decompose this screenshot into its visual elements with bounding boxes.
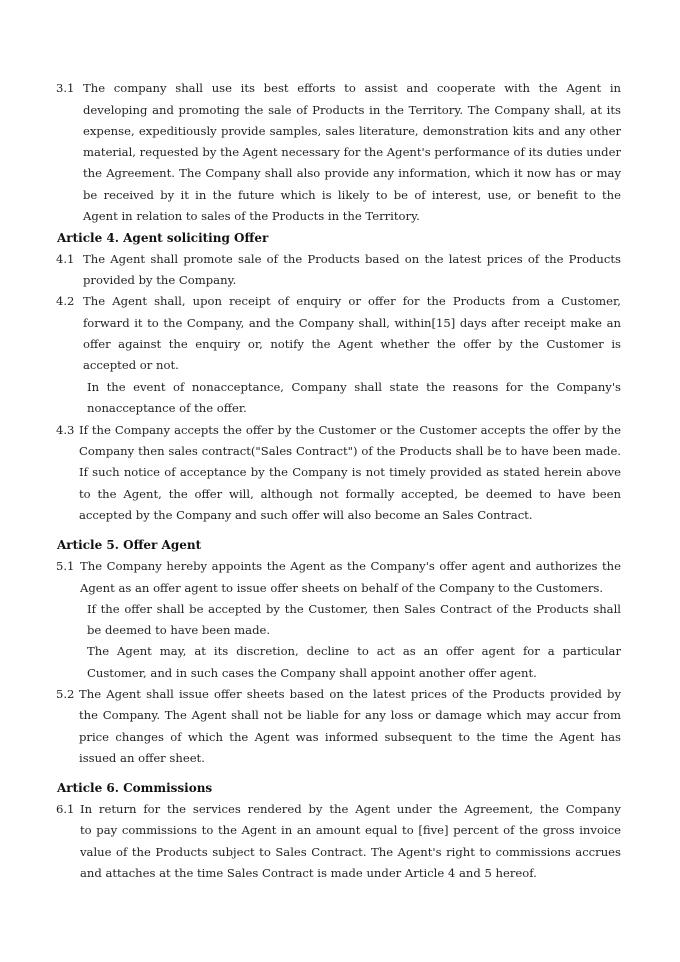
article-heading: Article 4. Agent soliciting Offer — [57, 231, 269, 245]
article-heading: Article 6. Commissions — [57, 781, 213, 795]
clause-number: 4.3 — [56, 423, 75, 437]
clause-text-line: accepted or not. — [83, 358, 179, 372]
clause-number: 5.1 — [56, 559, 75, 573]
clause-text-line: issued an offer sheet. — [79, 751, 205, 765]
clause-text-line: In return for the services rendered by the Agent under the Agreement, the Company — [80, 802, 621, 816]
clause-number: 4.2 — [56, 294, 75, 308]
clause-text-line: The company shall use its best efforts to assist and cooperate with the Agent in — [83, 81, 621, 95]
sub-paragraph-line: nonacceptance of the offer. — [87, 401, 247, 415]
clause-text-line: the Agreement. The Company shall also provide any information, which it now has or may — [83, 166, 621, 180]
clause-number: 5.2 — [56, 687, 75, 701]
clause-text-line: accepted by the Company and such offer will also become an Sales Contract. — [79, 508, 533, 522]
article-heading: Article 5. Offer Agent — [57, 538, 202, 552]
sub-paragraph-line: The Agent may, at its discretion, decline to act as an offer agent for a particular — [87, 644, 621, 658]
clause-number: 6.1 — [56, 802, 75, 816]
clause-text-line: forward it to the Company, and the Company shall, within[15] days after receipt make an — [83, 316, 621, 330]
sub-paragraph-line: In the event of nonacceptance, Company shall state the reasons for the Company's — [87, 380, 621, 394]
clause-text-line: expense, expeditiously provide samples, sales literature, demonstration kits and any other — [83, 124, 621, 138]
clause-text-line: material, requested by the Agent necessary for the Agent's performance of its duties under — [83, 145, 621, 159]
clause-text-line: price changes of which the Agent was informed subsequent to the time the Agent has — [79, 730, 621, 744]
clause-text-line: to pay commissions to the Agent in an amount equal to [five] percent of the gross invoice — [80, 823, 621, 837]
clause-text-line: If the Company accepts the offer by the Customer or the Customer accepts the offer by the — [79, 423, 621, 437]
clause-text-line: developing and promoting the sale of Products in the Territory. The Company shall, at its — [83, 103, 621, 117]
clause-text-line: Agent in relation to sales of the Products in the Territory. — [83, 209, 420, 223]
sub-paragraph-line: Customer, and in such cases the Company shall appoint another offer agent. — [87, 666, 537, 680]
clause-text-line: and attaches at the time Sales Contract is made under Article 4 and 5 hereof. — [80, 866, 537, 880]
clause-text-line: value of the Products subject to Sales Contract. The Agent's right to commissions accrues — [80, 845, 621, 859]
sub-paragraph-line: If the offer shall be accepted by the Customer, then Sales Contract of the Products shall — [87, 602, 621, 616]
clause-text-line: The Company hereby appoints the Agent as the Company's offer agent and authorizes the — [80, 559, 621, 573]
clause-number: 4.1 — [56, 252, 75, 266]
clause-text-line: The Agent shall issue offer sheets based on the latest prices of the Products provided by — [79, 687, 621, 701]
clause-text-line: offer against the enquiry or, notify the Agent whether the offer by the Customer is — [83, 337, 621, 351]
clause-text-line: The Agent shall, upon receipt of enquiry or offer for the Products from a Customer, — [83, 294, 621, 308]
clause-text-line: the Company. The Agent shall not be liable for any loss or damage which may accur from — [79, 708, 621, 722]
clause-text-line: Company then sales contract("Sales Contract") of the Products shall be to have been made. — [79, 444, 621, 458]
clause-text-line: be received by it in the future which is likely to be of interest, use, or benefit to the — [83, 188, 621, 202]
clause-text-line: The Agent shall promote sale of the Products based on the latest prices of the Products — [83, 252, 621, 266]
clause-text-line: to the Agent, the offer will, although not formally accepted, be deemed to have been — [79, 487, 621, 501]
clause-text-line: provided by the Company. — [83, 273, 237, 287]
clause-text-line: If such notice of acceptance by the Company is not timely provided as stated herein above — [79, 465, 621, 479]
sub-paragraph-line: be deemed to have been made. — [87, 623, 271, 637]
clause-number: 3.1 — [56, 81, 75, 95]
clause-text-line: Agent as an offer agent to issue offer sheets on behalf of the Company to the Customers. — [80, 581, 604, 595]
